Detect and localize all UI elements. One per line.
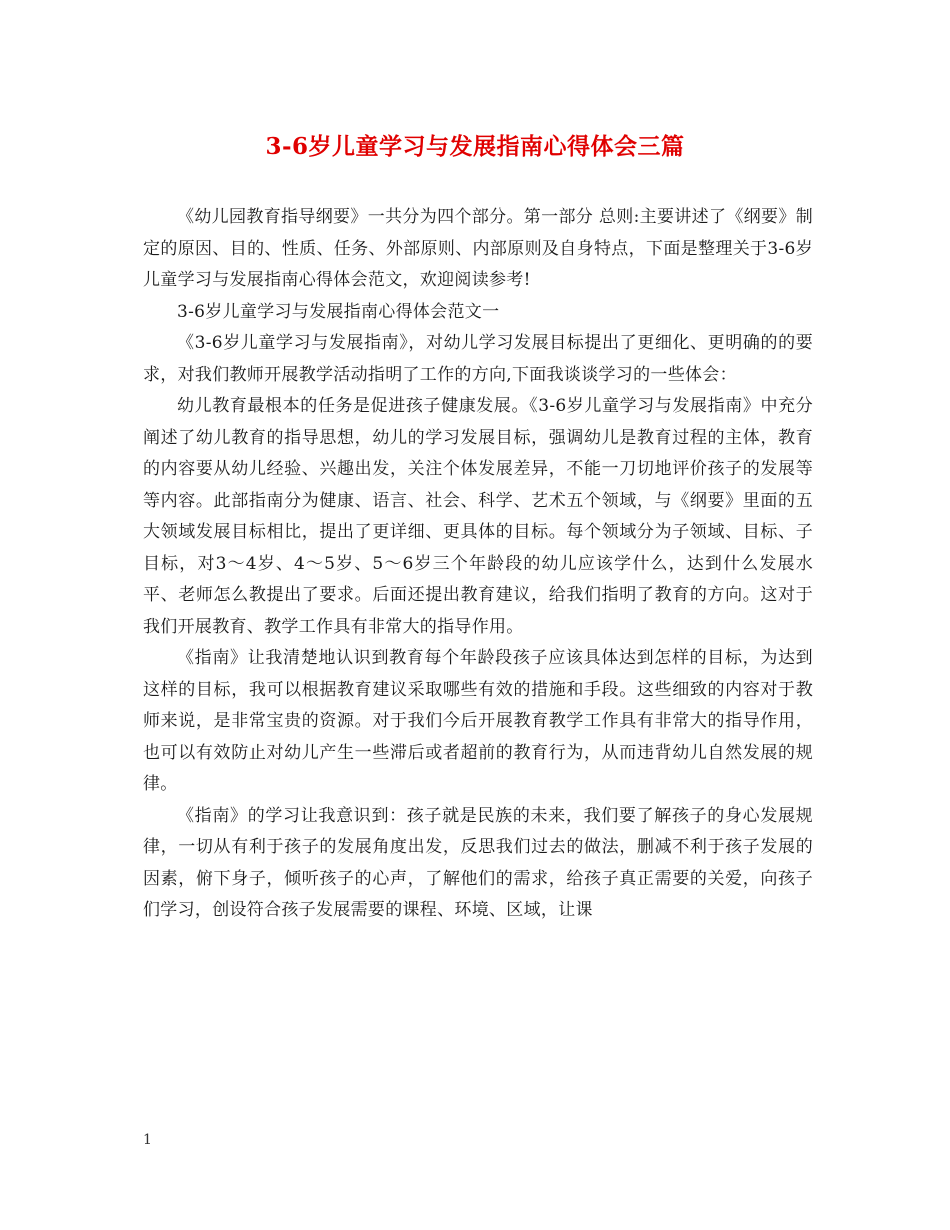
paragraph-guide-learning: 《指南》的学习让我意识到：孩子就是民族的未来，我们要了解孩子的身心发展规律，一切从有利于孩子的发展角度出发，反思我们过去的做法，删减不利于孩子发展的因素，俯下身子，倾听孩子的心声，了解他们的需求，给孩子真正需要的关爱，向孩子们学习，创设符合孩子发展需要的课程、环境、区域，让课 — [143, 805, 813, 920]
document-body — [143, 202, 813, 927]
paragraph-fundamental-task: 幼儿教育最根本的任务是促进孩子健康发展。《3-6岁儿童学习与发展指南》中充分阐述了幼儿教育的指导思想，幼儿的学习发展目标，强调幼儿是教育过程的主体，教育的内容要从幼儿经验、兴趣出发，关注个体发展差异，不能一刀切地评价孩子的发展等等内容。此部指南分为健康、语言、社会、科学、艺术五个领域，与《纲要》里面的五大领域发展目标相比，提出了更详细、更具体的目标。每个领域分为子领域、目标、子目标，对3～4岁、4～5岁、5～6岁三个年龄段的幼儿应该学什么，达到什么发展水平、老师怎么教提出了要求。后面还提出教育建议，给我们指明了教育的方向。这对于我们开展教育、教学工作具有非常大的指导作用。 — [143, 396, 813, 637]
paragraph-guide-requirements: 《3-6岁儿童学习与发展指南》，对幼儿学习发展目标提出了更细化、更明确的的要求，对我们教师开展教学活动指明了工作的方向,下面我谈谈学习的一些体会： — [143, 333, 813, 385]
paragraph-guide-awareness: 《指南》让我清楚地认识到教育每个年龄段孩子应该具体达到怎样的目标，为达到这样的目标，我可以根据教育建议采取哪些有效的措施和手段。这些细致的内容对于教师来说，是非常宝贵的资源。对于我们今后开展教育教学工作具有非常大的指导作用，也可以有效防止对幼儿产生一些滞后或者超前的教育行为，从而违背幼儿自然发展的规律。 — [143, 648, 813, 794]
document-title: 3-6岁儿童学习与发展指南心得体会三篇 — [265, 133, 685, 160]
section-heading-1: 3-6岁儿童学习与发展指南心得体会范文一 — [177, 301, 500, 322]
paragraph-intro: 《幼儿园教育指导纲要》一共分为四个部分。第一部分 总则:主要讲述了《纲要》制定的原因、目的、性质、任务、外部原则、内部原则及自身特点，下面是整理关于3-6岁儿童学习与发展指南心得体会范文，欢迎阅读参考! — [143, 207, 813, 290]
page-number: 1 — [143, 1132, 152, 1148]
